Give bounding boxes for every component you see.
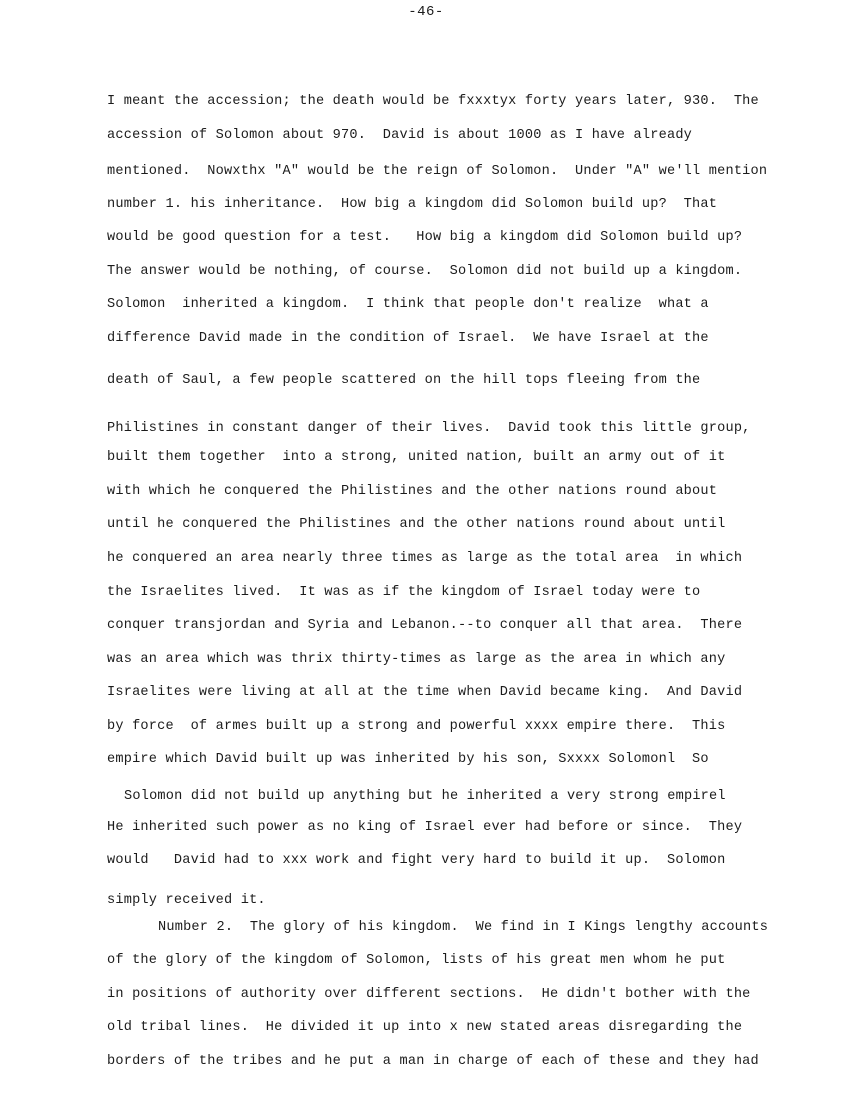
- text-line: until he conquered the Philistines and the other nations round about until: [107, 517, 726, 532]
- text-line: mentioned. Nowxthx "A" would be the reign of Solomon. Under "A" we'll mention: [107, 164, 768, 179]
- text-line: of the glory of the kingdom of Solomon, lists of his great men whom he put: [107, 953, 726, 968]
- text-line: old tribal lines. He divided it up into x new stated areas disregarding the: [107, 1020, 743, 1035]
- page-number: -46-: [408, 4, 444, 20]
- text-line: Solomon inherited a kingdom. I think that people don't realize what a: [107, 297, 709, 312]
- text-line: accession of Solomon about 970. David is about 1000 as I have already: [107, 128, 693, 143]
- text-line: difference David made in the condition of Israel. We have Israel at the: [107, 331, 709, 346]
- text-line: in positions of authority over different sections. He didn't bother with the: [107, 987, 751, 1002]
- text-line: conquer transjordan and Syria and Lebanon.--to conquer all that area. There: [107, 618, 743, 633]
- text-line: built them together into a strong, united nation, built an army out of it: [107, 450, 726, 465]
- text-line: by force of armes built up a strong and powerful xxxx empire there. This: [107, 719, 726, 734]
- text-line: death of Saul, a few people scattered on the hill tops fleeing from the: [107, 373, 701, 388]
- text-line: The answer would be nothing, of course. Solomon did not build up a kingdom.: [107, 264, 743, 279]
- text-line: simply received it.: [107, 893, 266, 908]
- text-line: was an area which was thrix thirty-times as large as the area in which any: [107, 652, 726, 667]
- text-line: He inherited such power as no king of Israel ever had before or since. They: [107, 820, 743, 835]
- text-line: he conquered an area nearly three times as large as the total area in which: [107, 551, 743, 566]
- text-line: Israelites were living at all at the time when David became king. And David: [107, 685, 743, 700]
- text-line: borders of the tribes and he put a man in charge of each of these and they had: [107, 1054, 759, 1069]
- text-line: would be good question for a test. How big a kingdom did Solomon build up?: [107, 230, 743, 245]
- text-line: with which he conquered the Philistines and the other nations round about: [107, 484, 718, 499]
- text-line: Philistines in constant danger of their lives. David took this little group,: [107, 421, 751, 436]
- text-line: number 1. his inheritance. How big a kingdom did Solomon build up? That: [107, 197, 718, 212]
- text-line: would David had to xxx work and fight very hard to build it up. Solomon: [107, 853, 726, 868]
- text-line: the Israelites lived. It was as if the kingdom of Israel today were to: [107, 585, 701, 600]
- text-line: Solomon did not build up anything but he inherited a very strong empirel: [124, 789, 726, 804]
- text-line: empire which David built up was inherited by his son, Sxxxx Solomonl So: [107, 752, 709, 767]
- text-line: Number 2. The glory of his kingdom. We find in I Kings lengthy accounts: [158, 920, 769, 935]
- text-line: I meant the accession; the death would be fxxxtyx forty years later, 930. The: [107, 94, 759, 109]
